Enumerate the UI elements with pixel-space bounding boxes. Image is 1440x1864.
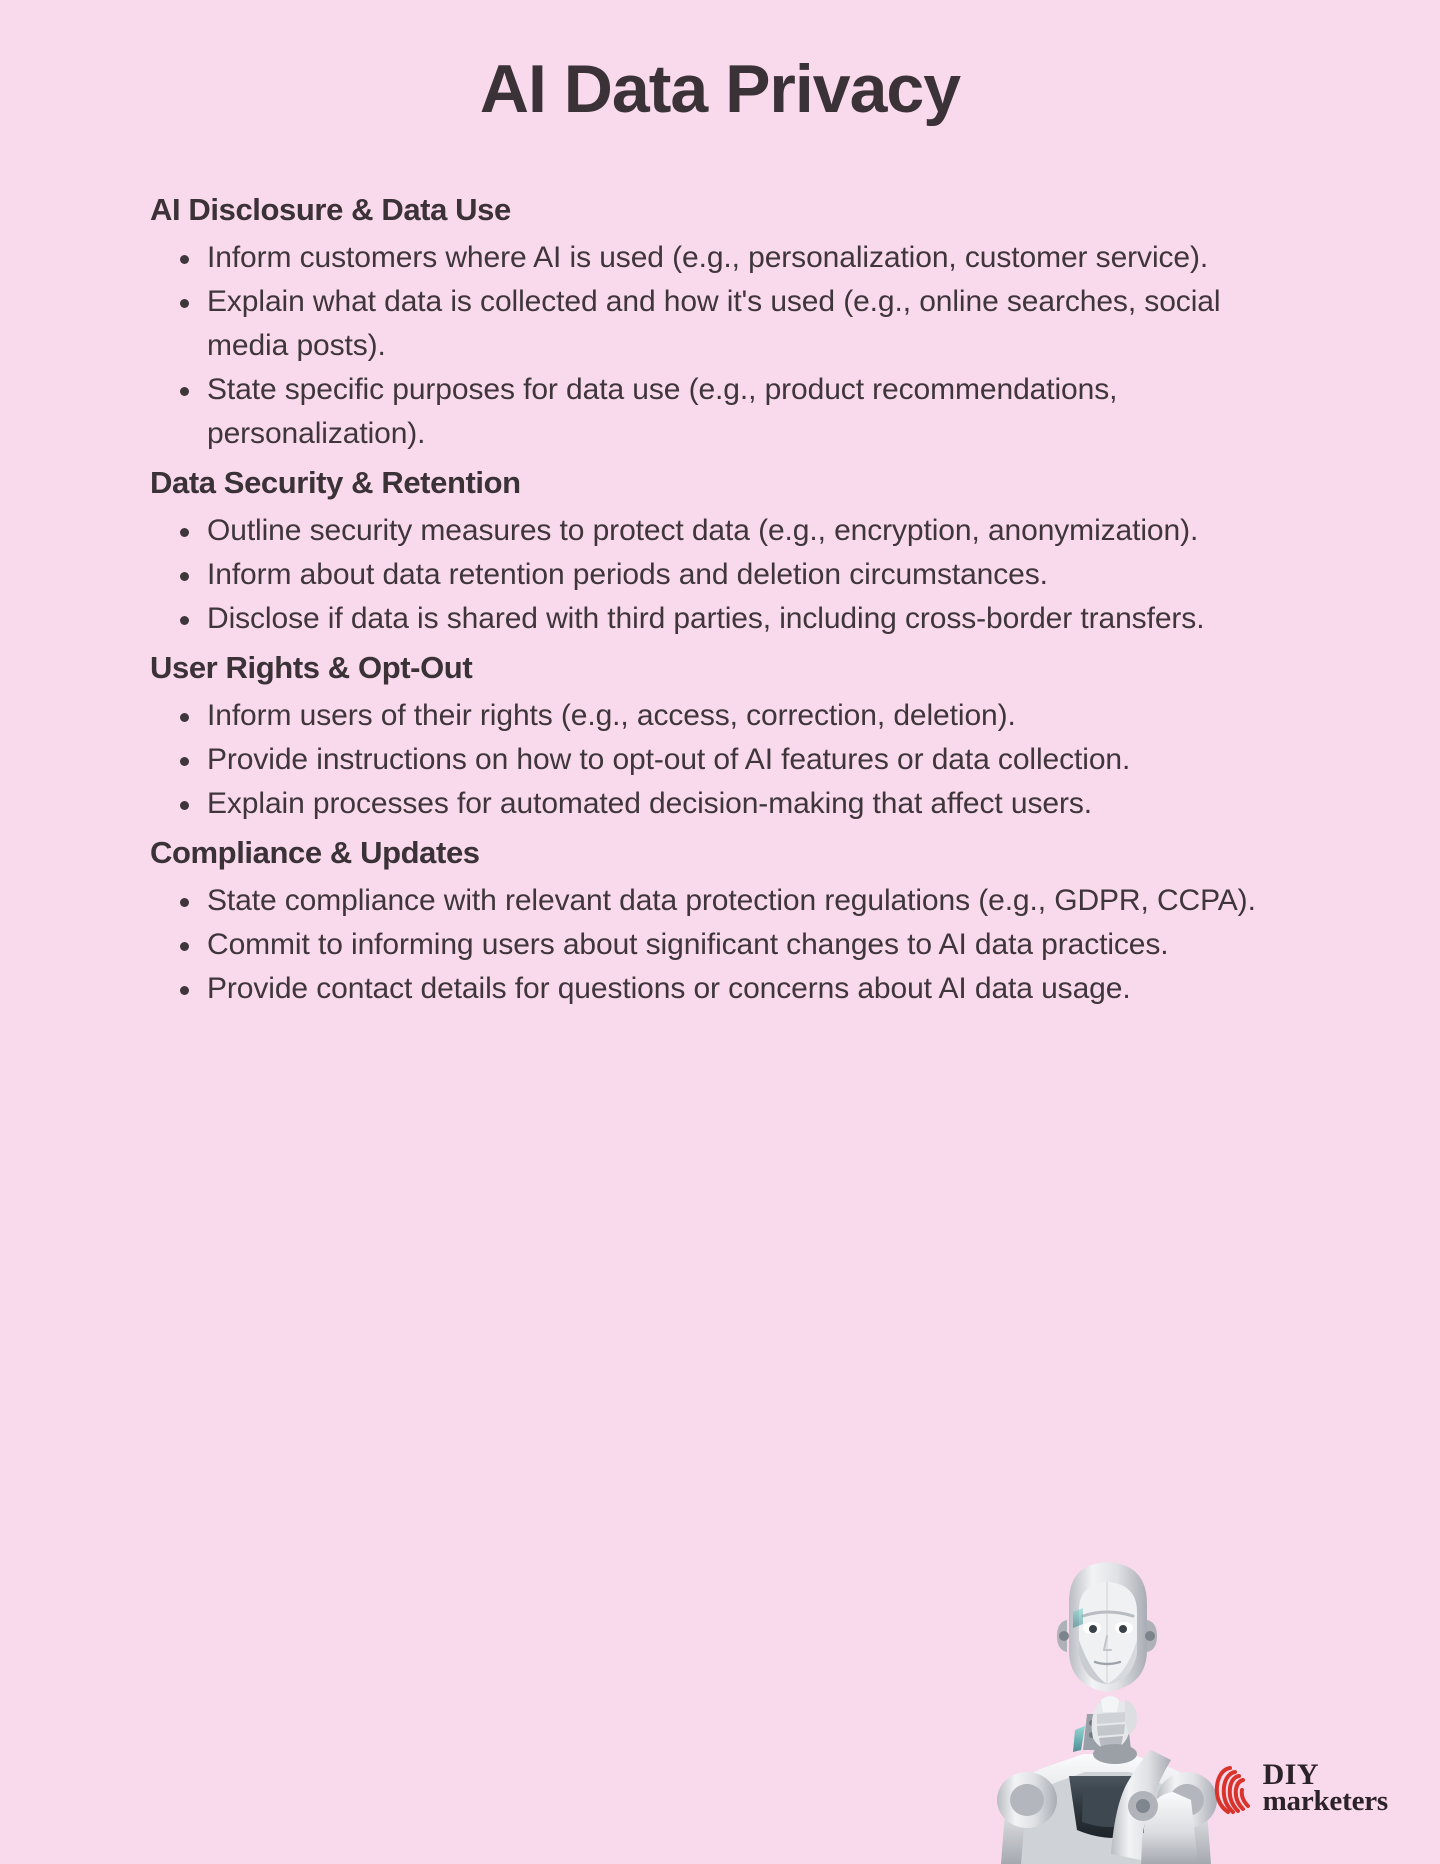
diy-marketers-logo (1203, 1760, 1388, 1816)
list-item: Commit to informing users about significant changes to AI data practices. (150, 923, 1290, 967)
section-heading: AI Disclosure & Data Use (150, 191, 511, 227)
page-title: AI Data Privacy (479, 51, 961, 127)
list-item: Explain processes for automated decision-making that affect users. (150, 782, 1290, 826)
bullet-list (150, 509, 1290, 641)
list-item: State compliance with relevant data protection regulations (e.g., GDPR, CCPA). (150, 879, 1290, 923)
section-ai-disclosure-data-use (150, 189, 1290, 456)
list-item: Provide contact details for questions or concerns about AI data usage. (150, 967, 1290, 1011)
section-user-rights-opt-out (150, 647, 1290, 826)
list-item: State specific purposes for data use (e.g., product recommendations, personalization). (150, 368, 1290, 456)
bullet-list (150, 879, 1290, 1011)
logo-wordmark (1263, 1760, 1388, 1816)
list-item: Inform customers where AI is used (e.g., personalization, customer service). (150, 236, 1290, 280)
logo-line-marketers: marketers (1262, 1785, 1388, 1817)
thinking-robot-illustration (965, 1554, 1235, 1864)
section-heading: Data Security & Retention (150, 465, 521, 501)
section-heading: Compliance & Updates (150, 835, 480, 871)
fingerprint-icon (1203, 1760, 1253, 1816)
bullet-list (150, 236, 1290, 456)
list-item: Outline security measures to protect data (e.g., encryption, anonymization). (150, 509, 1290, 553)
logo-line-diy: DIY (1262, 1758, 1320, 1791)
content-body (0, 189, 1440, 1011)
bullet-list (150, 694, 1290, 826)
list-item: Provide instructions on how to opt-out of AI features or data collection. (150, 738, 1290, 782)
list-item: Inform about data retention periods and deletion circumstances. (150, 553, 1290, 597)
list-item: Disclose if data is shared with third parties, including cross-border transfers. (150, 597, 1290, 641)
section-heading: User Rights & Opt-Out (150, 650, 473, 686)
list-item: Inform users of their rights (e.g., access, correction, deletion). (150, 694, 1290, 738)
list-item: Explain what data is collected and how it's used (e.g., online searches, social media posts). (150, 280, 1290, 368)
section-compliance-updates (150, 832, 1290, 1011)
section-data-security-retention (150, 462, 1290, 641)
